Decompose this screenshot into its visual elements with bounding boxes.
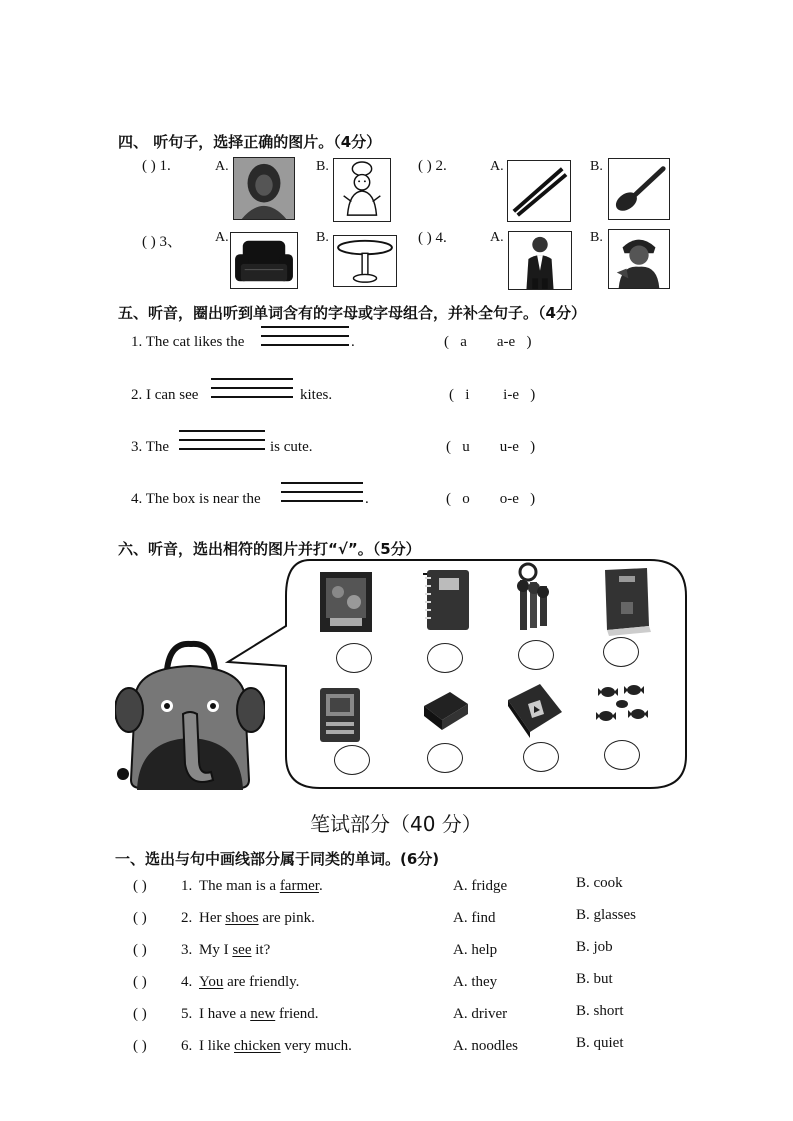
option-a[interactable]: A. noodles <box>453 1038 518 1054</box>
blank-lines-2[interactable] <box>211 378 293 405</box>
option-a-label: A. <box>215 159 229 174</box>
blank-lines-3[interactable] <box>179 430 265 457</box>
letter-options-2[interactable]: ( i i-e ) <box>449 387 536 403</box>
chef-icon[interactable] <box>333 158 391 222</box>
answer-circle-6[interactable] <box>427 743 463 773</box>
answer-paren-4[interactable]: ( ) 4. <box>418 230 447 246</box>
answer-circle-1[interactable] <box>336 643 372 673</box>
option-b-label: B. <box>316 230 329 245</box>
answer-circle-8[interactable] <box>604 740 640 770</box>
question-number: 1. <box>181 878 193 894</box>
sofa-icon[interactable] <box>230 232 298 289</box>
option-a[interactable]: A. driver <box>453 1006 508 1022</box>
question-number: 3. <box>181 942 193 958</box>
sentence-2-end: kites. <box>300 387 333 403</box>
blank-lines-4[interactable] <box>281 482 363 509</box>
option-b-label: B. <box>590 159 603 174</box>
keys-icon[interactable] <box>512 562 552 636</box>
answer-paren-3[interactable]: ( ) 3、 <box>142 234 182 250</box>
blank-lines-1[interactable] <box>261 326 349 353</box>
question-sentence: Her shoes are pink. <box>199 910 315 926</box>
ebook-icon[interactable] <box>316 684 366 746</box>
answer-circle-3[interactable] <box>518 640 554 670</box>
answer-paren[interactable]: ( ) <box>133 878 147 894</box>
option-b[interactable]: B. but <box>576 971 613 987</box>
sentence-1-start: 1. The cat likes the <box>131 334 245 350</box>
sentence-3-start: 3. The <box>131 439 170 455</box>
notebook-icon[interactable] <box>417 566 475 634</box>
option-a[interactable]: A. find <box>453 910 496 926</box>
question-sentence: You are friendly. <box>199 974 300 990</box>
sentence-2-start: 2. I can see <box>131 387 199 403</box>
book-icon[interactable] <box>314 568 378 634</box>
option-a-label: A. <box>490 159 504 174</box>
sentence-1-end: . <box>351 334 355 350</box>
elephant-backpack-icon <box>115 640 265 790</box>
answer-paren[interactable]: ( ) <box>133 974 147 990</box>
section6-heading: 六、听音，选出相符的图片并打“√”。（5分） <box>118 540 421 558</box>
option-a-label: A. <box>215 230 229 245</box>
dictionary-icon[interactable] <box>597 564 655 636</box>
round-table-icon[interactable] <box>333 235 397 287</box>
question-sentence: I like chicken very much. <box>199 1038 352 1054</box>
answer-paren-2[interactable]: ( ) 2. <box>418 158 447 174</box>
sentence-4-end: . <box>365 491 369 507</box>
option-b[interactable]: B. cook <box>576 875 623 891</box>
answer-paren-1[interactable]: ( ) 1. <box>142 158 171 174</box>
option-a[interactable]: A. fridge <box>453 878 508 894</box>
spoon-icon[interactable] <box>608 158 670 220</box>
option-b[interactable]: B. job <box>576 939 613 955</box>
question-number: 2. <box>181 910 193 926</box>
boy-icon[interactable] <box>608 229 670 289</box>
letter-options-4[interactable]: ( o o-e ) <box>446 491 536 507</box>
question-number: 5. <box>181 1006 193 1022</box>
option-b[interactable]: B. short <box>576 1003 624 1019</box>
option-b-label: B. <box>590 230 603 245</box>
answer-circle-4[interactable] <box>603 637 639 667</box>
pencil-case-icon[interactable] <box>420 684 472 736</box>
chopsticks-icon[interactable] <box>507 160 571 222</box>
section4-heading: 四、 听句子，选择正确的图片。（4分） <box>118 133 382 151</box>
option-b-label: B. <box>316 159 329 174</box>
answer-paren[interactable]: ( ) <box>133 1038 147 1054</box>
letter-options-3[interactable]: ( u u-e ) <box>446 439 536 455</box>
option-a-label: A. <box>490 230 504 245</box>
question-number: 4. <box>181 974 193 990</box>
option-b[interactable]: B. quiet <box>576 1035 624 1051</box>
sentence-3-end: is cute. <box>270 439 313 455</box>
option-a[interactable]: A. help <box>453 942 498 958</box>
answer-paren[interactable]: ( ) <box>133 942 147 958</box>
section5-heading: 五、听音，圈出听到单词含有的字母或字母组合，并补全句子。（4分） <box>118 304 586 322</box>
option-b[interactable]: B. glasses <box>576 907 636 923</box>
question-sentence: My I see it? <box>199 942 271 958</box>
man-suit-icon[interactable] <box>508 231 572 290</box>
answer-paren[interactable]: ( ) <box>133 910 147 926</box>
answer-paren[interactable]: ( ) <box>133 1006 147 1022</box>
sentence-4-start: 4. The box is near the <box>131 491 261 507</box>
question-number: 6. <box>181 1038 193 1054</box>
option-a[interactable]: A. they <box>453 974 498 990</box>
written-section1-heading: 一、选出与句中画线部分属于同类的单词。(6分) <box>115 850 440 868</box>
answer-circle-5[interactable] <box>334 745 370 775</box>
candies-icon[interactable] <box>594 682 654 732</box>
woman-photo-icon[interactable] <box>233 157 295 220</box>
video-book-icon[interactable] <box>502 680 566 740</box>
question-sentence: The man is a farmer. <box>199 878 323 894</box>
written-part-title: 笔试部分（40 分） <box>310 812 482 836</box>
question-sentence: I have a new friend. <box>199 1006 319 1022</box>
answer-circle-7[interactable] <box>523 742 559 772</box>
letter-options-1[interactable]: ( a a-e ) <box>444 334 532 350</box>
answer-circle-2[interactable] <box>427 643 463 673</box>
